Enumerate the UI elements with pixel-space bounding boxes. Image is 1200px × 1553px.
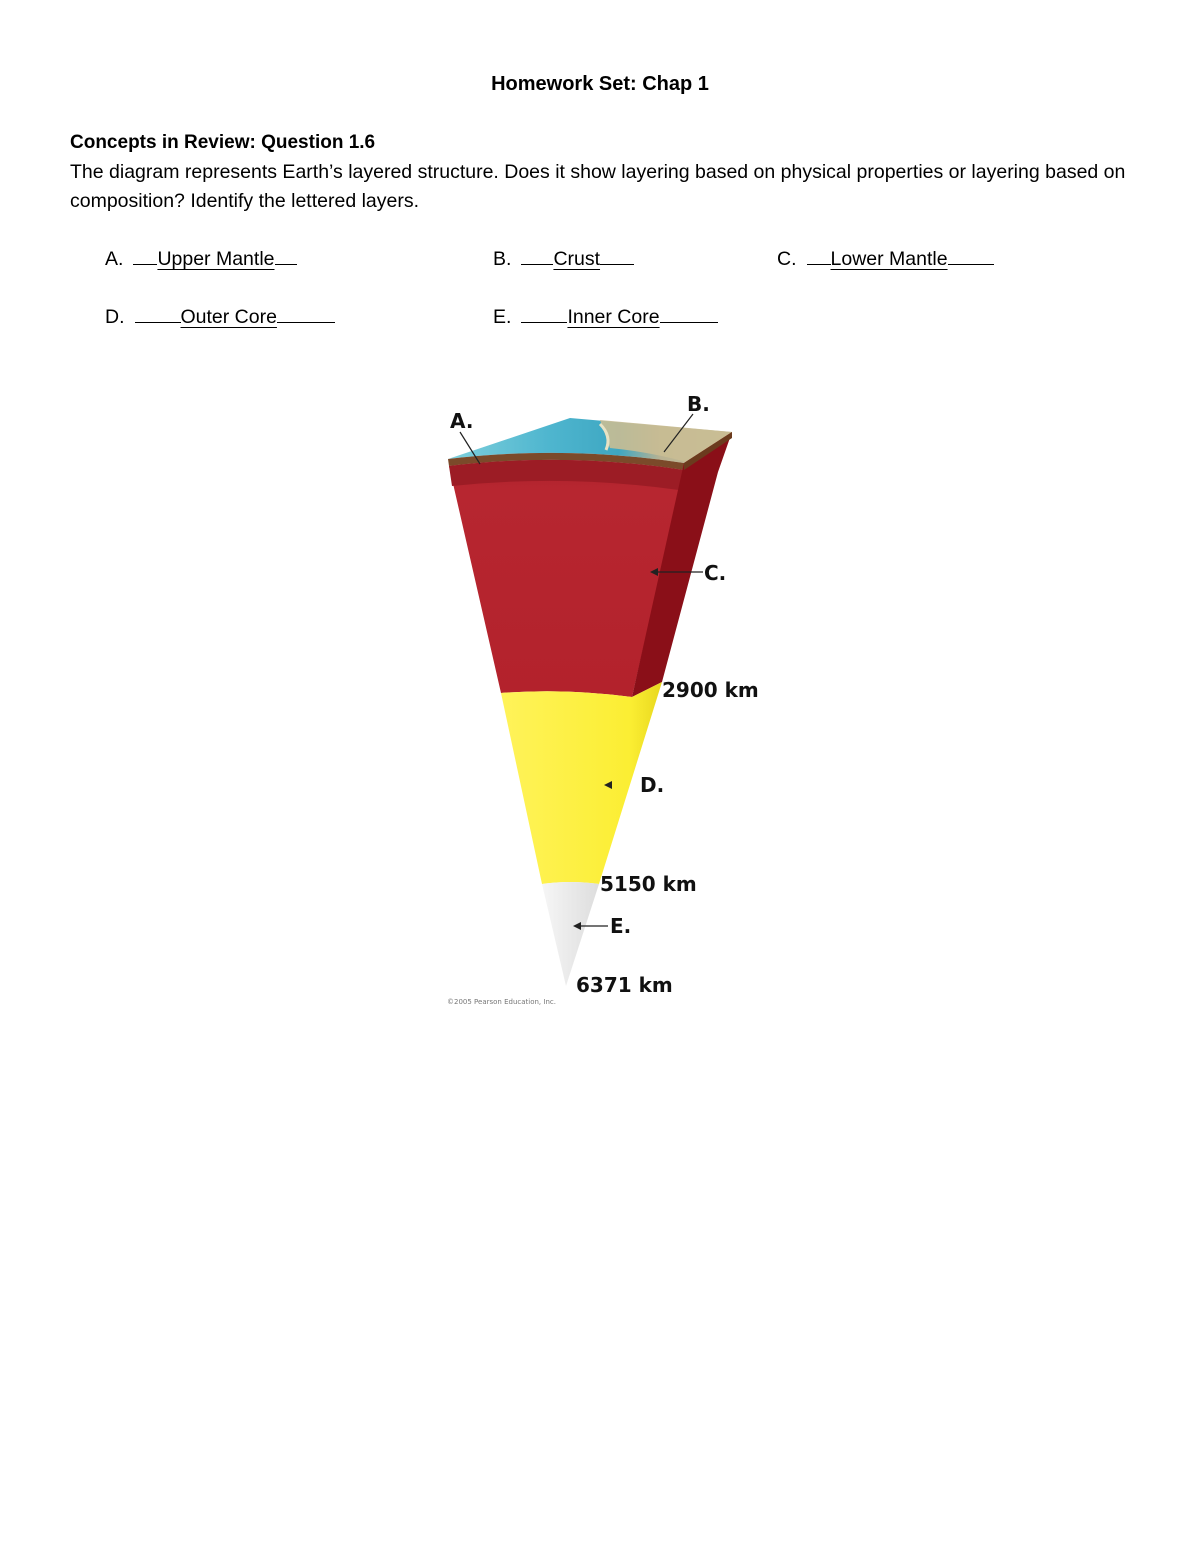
answer-c-letter: C. bbox=[777, 248, 797, 270]
section-heading: Concepts in Review: Question 1.6 bbox=[70, 132, 376, 153]
figure-credit: ©2005 Pearson Education, Inc. bbox=[447, 998, 556, 1006]
answer-b-value: Crust bbox=[553, 248, 601, 270]
diagram-label-b: B. bbox=[687, 392, 710, 416]
question-prompt: The diagram represents Earth’s layered structure. Does it show layering based on physical properties or layering based on composition? Identify the lettered layers. bbox=[70, 161, 1126, 212]
depth-label-5150: 5150 km bbox=[600, 872, 697, 896]
page-title: Homework Set: Chap 1 bbox=[491, 73, 709, 95]
depth-label-6371: 6371 km bbox=[576, 973, 673, 997]
answer-a-letter: A. bbox=[105, 248, 124, 270]
outer-core bbox=[501, 682, 665, 884]
answer-a-value: Upper Mantle bbox=[157, 248, 275, 270]
answer-d-value: Outer Core bbox=[180, 306, 277, 328]
diagram-label-c: C. bbox=[704, 561, 727, 585]
answer-e-value: Inner Core bbox=[567, 306, 660, 328]
answer-d-letter: D. bbox=[105, 306, 125, 328]
diagram-label-d: D. bbox=[640, 773, 665, 797]
depth-label-2900: 2900 km bbox=[662, 678, 759, 702]
diagram-label-e: E. bbox=[610, 914, 632, 938]
answer-c-value: Lower Mantle bbox=[830, 248, 948, 270]
inner-core bbox=[542, 882, 599, 986]
diagram-label-a: A. bbox=[450, 409, 474, 433]
answer-b-letter: B. bbox=[493, 248, 512, 270]
answer-e-letter: E. bbox=[493, 306, 512, 328]
